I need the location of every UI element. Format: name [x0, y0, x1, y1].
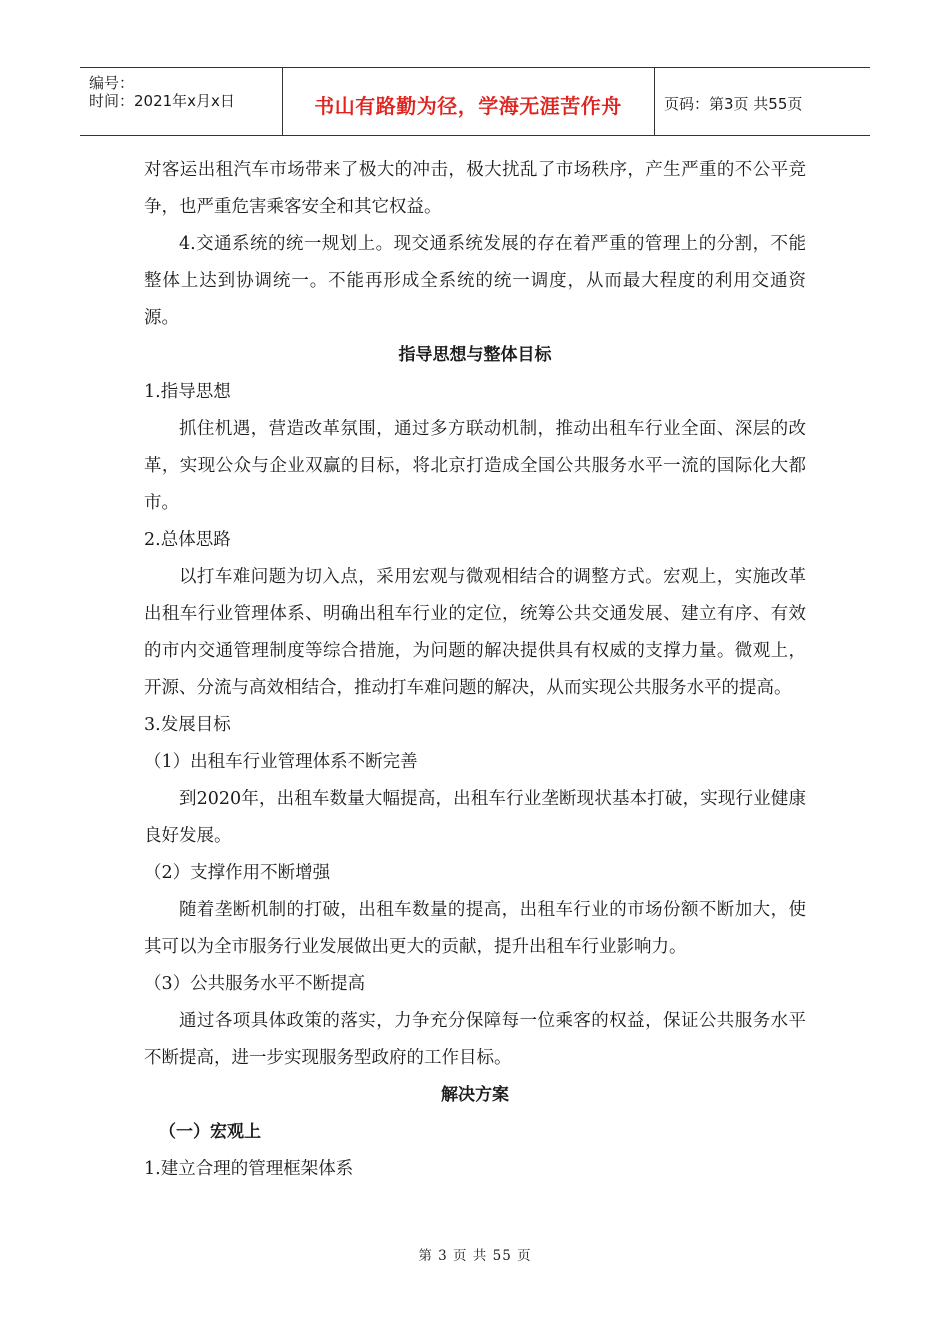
subheading-1: 1.指导思想: [144, 382, 231, 402]
paragraph-overall-approach: 以打车难问题为切入点，采用宏观与微观相结合的调整方式。宏观上，实施改革出租车行业管理体系、明确出租车行业的定位，统筹公共交通发展、建立有序、有效的市内交通管理制度等综合措施，为问题的解决提供具有权威的支撑力量。微观上，开源、分流与高效相结合，推动打车难问题的解决，从而实现公共服务水平的提高。: [144, 567, 806, 698]
header-left-cell: [80, 68, 283, 135]
subheading-3: 3.发展目标: [144, 715, 231, 735]
goal-1-title: （1）出租车行业管理体系不断完善: [144, 752, 418, 772]
header-motto: 书山有路勤为径，学海无涯苦作舟: [314, 94, 622, 118]
section-heading-guiding: 指导思想与整体目标: [398, 345, 552, 365]
page-footer: 第 3 页 共 55 页: [418, 1248, 532, 1264]
document-date: 时间：2021年x月x日: [89, 92, 235, 110]
header-motto-cell: [282, 68, 655, 135]
section-heading-solution: 解决方案: [441, 1085, 509, 1105]
goal-2-title: （2）支撑作用不断增强: [144, 863, 331, 883]
paragraph-guiding-idea: 抓住机遇，营造改革氛围，通过多方联动机制，推动出租车行业全面、深层的改革，实现公众与企业双赢的目标，将北京打造成全国公共服务水平一流的国际化大都市。: [144, 419, 806, 513]
goal-3-title: （3）公共服务水平不断提高: [144, 974, 366, 994]
subsection-macro: （一）宏观上: [159, 1122, 261, 1142]
item-1-framework: 1.建立合理的管理框架体系: [144, 1159, 354, 1179]
document-body: [144, 152, 806, 1188]
subheading-2: 2.总体思路: [144, 530, 231, 550]
goal-3-text: 通过各项具体政策的落实，力争充分保障每一位乘客的权益，保证公共服务水平不断提高，进一步实现服务型政府的工作目标。: [144, 1011, 806, 1068]
goal-1-text: 到2020年，出租车数量大幅提高，出租车行业垄断现状基本打破，实现行业健康良好发展。: [144, 789, 806, 846]
paragraph-item-4: 4.交通系统的统一规划上。现交通系统发展的存在着严重的管理上的分割，不能整体上达到协调统一。不能再形成全系统的统一调度，从而最大程度的利用交通资源。: [144, 234, 806, 328]
page-header: [80, 67, 870, 136]
header-right-cell: [654, 68, 870, 135]
document-number-label: 编号：: [89, 74, 135, 92]
page-info: 页码：第3页 共55页: [664, 95, 803, 113]
paragraph-continuation: 对客运出租汽车市场带来了极大的冲击，极大扰乱了市场秩序，产生严重的不公平竞争，也严重危害乘客安全和其它权益。: [144, 160, 806, 217]
goal-2-text: 随着垄断机制的打破，出租车数量的提高，出租车行业的市场份额不断加大，使其可以为全市服务行业发展做出更大的贡献，提升出租车行业影响力。: [144, 900, 806, 957]
